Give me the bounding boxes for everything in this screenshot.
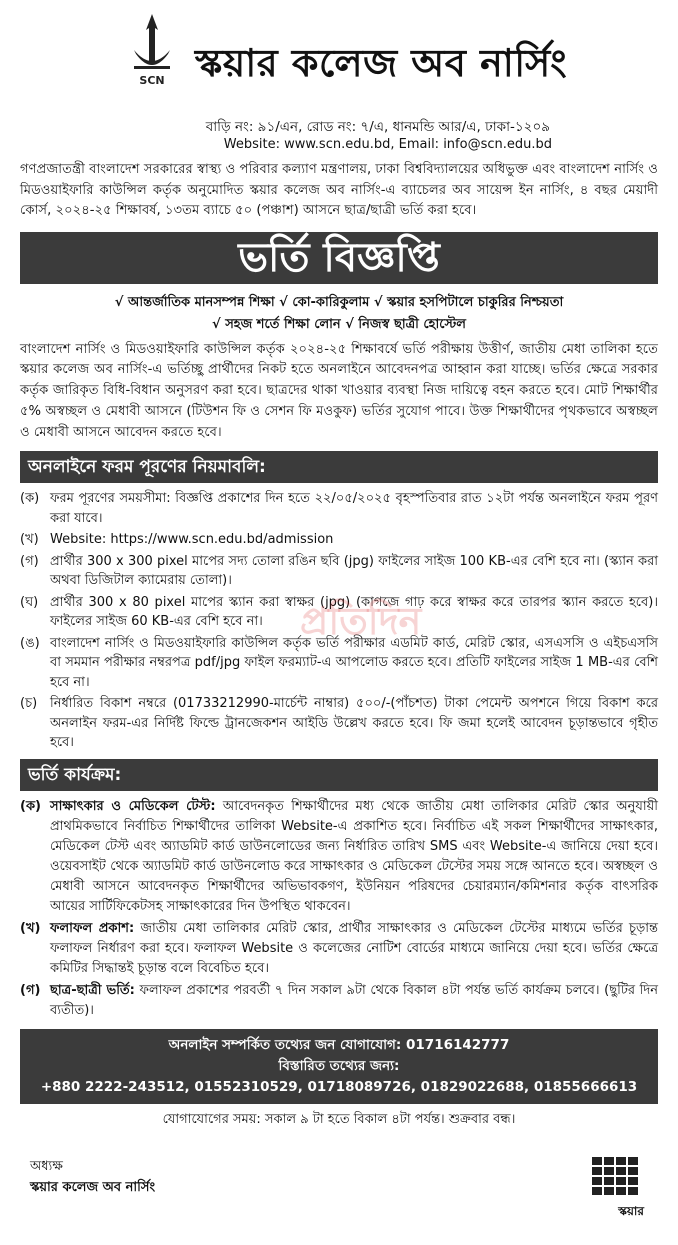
main-paragraph: বাংলাদেশ নার্সিং ও মিডওয়াইফারি কাউন্সিল কর্তৃক ২০২৪-২৫ শিক্ষাবর্ষে ভর্তি পরীক্ষায় উত্তীর্ণ, জাতীয় মেধা তালিকা হতে স্কয়ার কলেজ অব নার্সিং-এ ভর্তিচ্ছু প্রার্থীদের নিকট হতে অনলাইনে আবেদনপত্র আহ্বান করা যাচ্ছে। ভর্তির ক্ষেত্রে সরকার কর্তৃক জারিকৃত বিধি-বিধান অনুসরণ করা হবে। ছাত্রদের থাকা খাওয়ার ব্যবস্থা নিজ দায়িত্বে বহন করতে হবে। মোট শিক্ষার্থীর ৫% অস্বচ্ছল ও মেধাবী আসনে (টিউশন ফি ও সেশন ফি মওকুফ) ভর্তির সুযোগ পাবে। উক্ত শিক্ষার্থীদের পৃথকভাবে অস্বচ্ছল ও মেধাবী আসনে আবেদন করতে হবে। <box>20 341 658 440</box>
activity-title: সাক্ষাৎকার ও মেডিকেল টেস্ট: <box>50 798 216 814</box>
logo-text: SCN <box>139 74 165 87</box>
phone-numbers: +880 2222-243512, 01552310529, 01718089726, 01829022688, 01855666613 <box>40 1078 638 1095</box>
rule-text: ফরম পূরণের সময়সীমা: বিজ্ঞপ্তি প্রকাশের দিন হতে ২২/০৫/২০২৫ বৃহস্পতিবার রাত ১২টা পর্যন্ত অনলাইনে ফরম পূরণ করা যাবে। <box>50 491 658 526</box>
rule-item <box>20 530 658 550</box>
square-grid-logo-icon <box>592 1157 640 1203</box>
features-line-1: √ আন্তর্জাতিক মানসম্পন্ন শিক্ষা √ কো-কারিকুলাম √ স্কয়ার হসপিটালে চাকুরির নিশ্চয়তা <box>114 294 564 310</box>
rule-text: নির্ধারিত বিকাশ নম্বরে (01733212990-মার্চেন্ট নাম্বার) ৫০০/-(পাঁচশত) টাকা পেমেন্ট অপশনে গিয়ে বিকাশ করে অনলাইন ফরম-এর নির্দিষ্ট ফিল্ডে ট্রানজেকশন আইডি উল্লেখ করতে হবে। ফি জমা হলেই আবেদন চূড়ান্তভাবে গৃহীত হবে। <box>50 696 658 751</box>
brand-text: স্কয়ার <box>618 1203 644 1218</box>
newspaper-watermark: প্রতিদিন <box>300 599 422 643</box>
activity-text: আবেদনকৃত শিক্ষার্থীদের মধ্য থেকে জাতীয় মেধা তালিকার মেরিট স্কোর অনুযায়ী প্রাথমিকভাবে নির্বাচিত শিক্ষার্থীদের তালিকা Website-এ প্রকাশিত হবে। নির্বাচিত এই সকল শিক্ষার্থীদের সাক্ষাৎকার, মেডিকেল টেস্ট এবং অ্যাডমিট কার্ড ডাউনলোডের জন্য নির্ধারিত তারিখ SMS এবং Website-এ জানিয়ে দেয়া হবে। ওয়েবসাইট থেকে অ্যাডমিট কার্ড ডাউনলোড করে সাক্ষাৎকার ও মেডিকেল টেস্টের সময় সঙ্গে আনতে হবে। অস্বচ্ছল ও মেধাবী আসনে আবেদনকৃত শিক্ষার্থীদের অভিভাবকগণ, ইউনিয়ন পরিষদের চেয়ারম্যান/কমিশনার কর্তৃক বাৎসরিক আয়ের সার্টিফিকেটসহ সাক্ষাৎকারের দিন উপস্থিত থাকবেন। <box>50 798 658 914</box>
contact-box <box>20 1029 658 1104</box>
rule-label: (ঘ) <box>20 594 39 610</box>
activity-body <box>50 981 658 1021</box>
activities-list <box>20 797 658 1021</box>
activity-label: (খ) <box>20 920 41 936</box>
intro-paragraph: গণপ্রজাতন্ত্রী বাংলাদেশ সরকারের স্বাস্থ্য ও পরিবার কল্যাণ মন্ত্রণালয়, ঢাকা বিশ্ববিদ্যালয়ের অধিভুক্ত এবং বাংলাদেশ নার্সিং ও মিডওয়াইফারি কাউন্সিল কর্তৃক অনুমোদিত স্কয়ার কলেজ অব নার্সিং-এ ব্যাচেলর অব সায়েন্স ইন নার্সিং, ৪ বছর মেয়াদী কোর্স, ২০২৪-২৫ শিক্ষাবর্ষ, ১৩তম ব্যাচে ৫০ (পঞ্চাশ) আসনে ছাত্র/ছাত্রী ভর্তি করা হবে। <box>20 162 658 218</box>
rule-label: (ক) <box>20 491 40 507</box>
signatory-org: স্কয়ার কলেজ অব নার্সিং <box>30 1179 156 1195</box>
activity-body <box>50 797 658 917</box>
rule-item <box>20 552 658 591</box>
rule-label: (গ) <box>20 553 39 569</box>
signatory-title: অধ্যক্ষ <box>30 1158 63 1174</box>
activity-text: জাতীয় মেধা তালিকার মেরিট স্কোর, প্রার্থীর সাক্ষাৎকার ও মেডিকেল টেস্টের মাধ্যমে ভর্তির চূড়ান্ত ফলাফল নির্ধারণ করা হবে। ফলাফল Website ও কলেজের নোটিশ বোর্ডের মাধ্যমে জানিয়ে দেয়া হবে। ভর্তির ক্ষেত্রে কমিটির সিদ্ধান্তই চূড়ান্ত বলে বিবেচিত হবে। <box>50 920 658 976</box>
rule-label: (ঙ) <box>20 635 40 651</box>
college-address: বাড়ি নং: ৯১/এন, রোড নং: ৭/এ, ধানমন্ডি আর/এ, ঢাকা-১২০৯ <box>205 119 550 135</box>
activity-item <box>20 981 658 1021</box>
rule-text: প্রার্থীর 300 x 300 pixel মাপের সদ্য তোলা রঙিন ছবি (jpg) ফাইলের সাইজ 100 KB-এর বেশি হবে না। (স্ক্যান করা অথবা ডিজিটাল ক্যামেরায় তোলা)। <box>50 553 658 589</box>
online-contact: অনলাইন সম্পর্কিত তথ্যের জন যোগাযোগ: 01716142777 <box>168 1036 510 1053</box>
college-title: স্কয়ার কলেজ অব নার্সিং <box>195 41 568 85</box>
header <box>20 0 658 160</box>
rule-label: (খ) <box>20 532 39 548</box>
activity-text: ফলাফল প্রকাশের পরবর্তী ৭ দিন সকাল ৯টা থেকে বিকাল ৪টা পর্যন্ত ভর্তি কার্যক্রম চলবে। (ছুটির দিন ব্যতীত)। <box>50 982 658 1018</box>
rule-item <box>20 694 658 753</box>
activity-body <box>50 919 658 979</box>
rule-text: প্রার্থীর 300 x 80 pixel মাপের স্ক্যান করা স্বাক্ষর (jpg) (কাগজে গাঢ় করে স্বাক্ষর করে তারপর স্ক্যান করতে হবে)। ফাইলের সাইজ 60 KB-এর বেশি হবে না। <box>50 594 658 630</box>
details-label: বিস্তারিত তথ্যের জন্য: <box>278 1057 400 1074</box>
rule-item <box>20 489 658 528</box>
activity-label: (গ) <box>20 982 41 998</box>
rules-heading: অনলাইনে ফরম পূরণের নিয়মাবলি: <box>20 451 658 483</box>
rule-text: Website: https://www.scn.edu.bd/admission <box>50 532 334 548</box>
activities-heading: ভর্তি কার্যক্রম: <box>20 759 658 791</box>
admission-notice-banner: ভর্তি বিজ্ঞপ্তি <box>20 232 658 284</box>
footer <box>20 1131 658 1218</box>
activity-title: ফলাফল প্রকাশ: <box>50 920 135 936</box>
rule-text: বাংলাদেশ নার্সিং ও মিডওয়াইফারি কাউন্সিল কর্তৃক ভর্তি পরীক্ষার এডমিট কার্ড, মেরিট স্কোর, এসএসসি ও এইচএসসি বা সমমান পরীক্ষার নম্বরপত্র pdf/jpg ফাইল ফরম্যাট-এ আপলোড করতে হবে। প্রতিটি ফাইলের সাইজ 1 MB-এর বেশি হবে না। <box>50 635 658 690</box>
activity-item <box>20 797 658 917</box>
rule-label: (চ) <box>20 696 38 712</box>
features-line-2: √ সহজ শর্তে শিক্ষা লোন √ নিজস্ব ছাত্রী হোস্টেল <box>212 316 466 332</box>
contact-hours: যোগাযোগের সময়: সকাল ৯ টা হতে বিকাল ৪টা পর্যন্ত। শুক্রবার বন্ধ। <box>162 1111 516 1127</box>
activity-label: (ক) <box>20 798 41 814</box>
features <box>20 292 658 336</box>
activity-title: ছাত্র-ছাত্রী ভর্তি: <box>50 982 135 998</box>
college-logo <box>120 10 184 94</box>
activity-item <box>20 919 658 979</box>
website-email: Website: www.scn.edu.bd, Email: info@scn.edu.bd <box>223 137 552 152</box>
